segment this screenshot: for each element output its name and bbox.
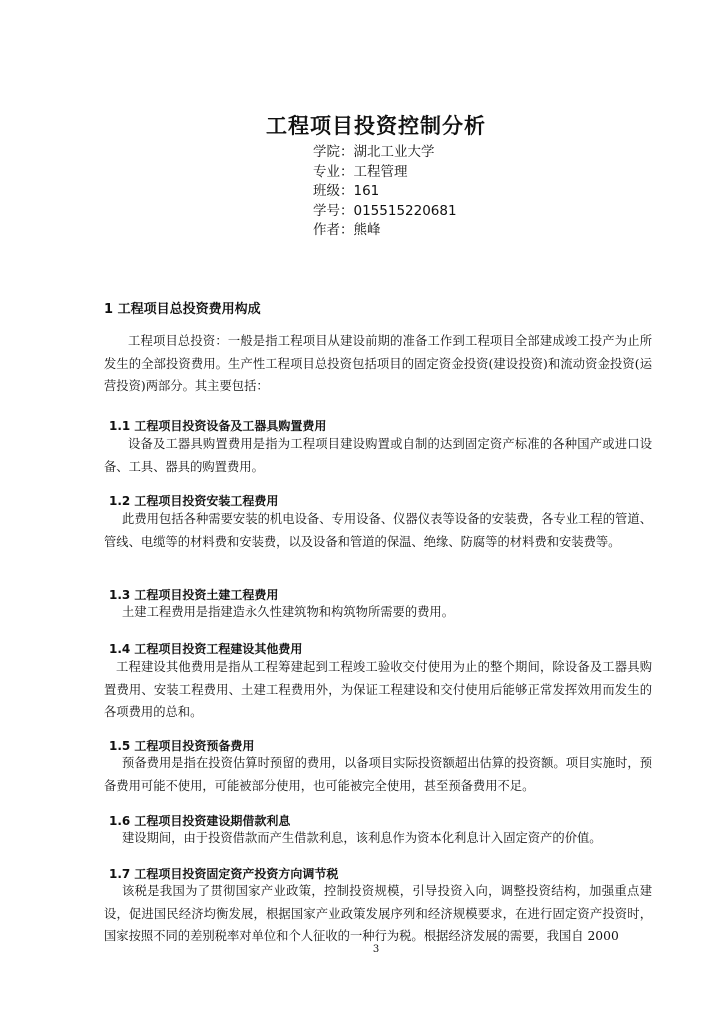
- meta-row-student-id: [313, 202, 457, 222]
- subsection-paragraph-1-2: 此费用包括各种需要安装的机电设备、专用设备、仪器仪表等设备的安装费，各专业工程的管道、管线、电缆等的材料费和安装费，以及设备和管道的保温、绝缘、防腐等的材料费和安装费等。: [104, 512, 652, 549]
- author-info-block: [313, 143, 457, 241]
- meta-value: 161: [353, 183, 380, 199]
- meta-value: 湖北工业大学: [353, 144, 435, 160]
- subsection-paragraph-1-1: 设备及工器具购置费用是指为工程项目建设购置或自制的达到固定资产标准的各种国产或进口设备、工具、器具的购置费用。: [104, 437, 652, 474]
- subsection-heading-1-4: 1.4 工程项目投资工程建设其他费用: [109, 642, 303, 656]
- subsection-heading-1-6: 1.6 工程项目投资建设期借款利息: [109, 814, 291, 828]
- subsection-heading-1-3: 1.3 工程项目投资土建工程费用: [109, 588, 279, 602]
- meta-label: 班级：: [313, 183, 354, 199]
- meta-row-author: [313, 221, 457, 241]
- subsection-heading-1-2: 1.2 工程项目投资安装工程费用: [109, 494, 279, 508]
- subsection-paragraph-1-7: 该税是我国为了贯彻国家产业政策，控制投资规模，引导投资入向，调整投资结构，加强重点建设，促进国民经济均衡发展，根据国家产业政策发展序列和经济规模要求，在进行固定资产投资时，国家按照不同的差别税率对单位和个人征收的一种行为税。根据经济发展的需要，我国自 2000: [104, 884, 652, 943]
- meta-value: 015515220681: [353, 202, 457, 219]
- document-title: 工程项目投资控制分析: [266, 114, 486, 138]
- section-heading: 1 工程项目总投资费用构成: [104, 302, 261, 317]
- meta-row-major: [313, 163, 457, 183]
- meta-label: 专业：: [313, 163, 354, 180]
- section-intro-paragraph: 工程项目总投资：一般是指工程项目从建设前期的准备工作到工程项目全部建成竣工投产为止所发生的全部投资费用。生产性工程项目总投资包括项目的固定资金投资(建设投资)和流动资金投资(运营投资)两部分。其主要包括：: [104, 334, 652, 393]
- meta-label: 学院：: [313, 144, 354, 160]
- page-number: 3: [372, 944, 380, 955]
- meta-value: 熊峰: [353, 222, 381, 238]
- meta-row-class: [313, 182, 457, 202]
- subsection-paragraph-1-4: 工程建设其他费用是指从工程筹建起到工程竣工验收交付使用为止的整个期间，除设备及工器具购置费用、安装工程费用、土建工程费用外，为保证工程建设和交付使用后能够正常发挥效用而发生的各项费用的总和。: [104, 660, 652, 719]
- subsection-paragraph-1-5: 预备费用是指在投资估算时预留的费用，以备项目实际投资额超出估算的投资额。项目实施时，预备费用可能不使用，可能被部分使用，也可能被完全使用，甚至预备费用不足。: [104, 756, 652, 793]
- subsection-paragraph-1-6: 建设期间，由于投资借款而产生借款利息，该利息作为资本化利息计入固定资产的价值。: [122, 831, 602, 845]
- meta-label: 学号：: [313, 202, 354, 219]
- subsection-paragraph-1-3: 土建工程费用是指建造永久性建筑物和构筑物所需要的费用。: [122, 605, 455, 619]
- subsection-heading-1-5: 1.5 工程项目投资预备费用: [109, 739, 255, 753]
- meta-row-college: [313, 143, 457, 163]
- meta-value: 工程管理: [353, 163, 408, 180]
- subsection-heading-1-1: 1.1 工程项目投资设备及工器具购置费用: [109, 419, 327, 433]
- subsection-heading-1-7: 1.7 工程项目投资固定资产投资方向调节税: [109, 867, 339, 881]
- meta-label: 作者：: [313, 222, 354, 238]
